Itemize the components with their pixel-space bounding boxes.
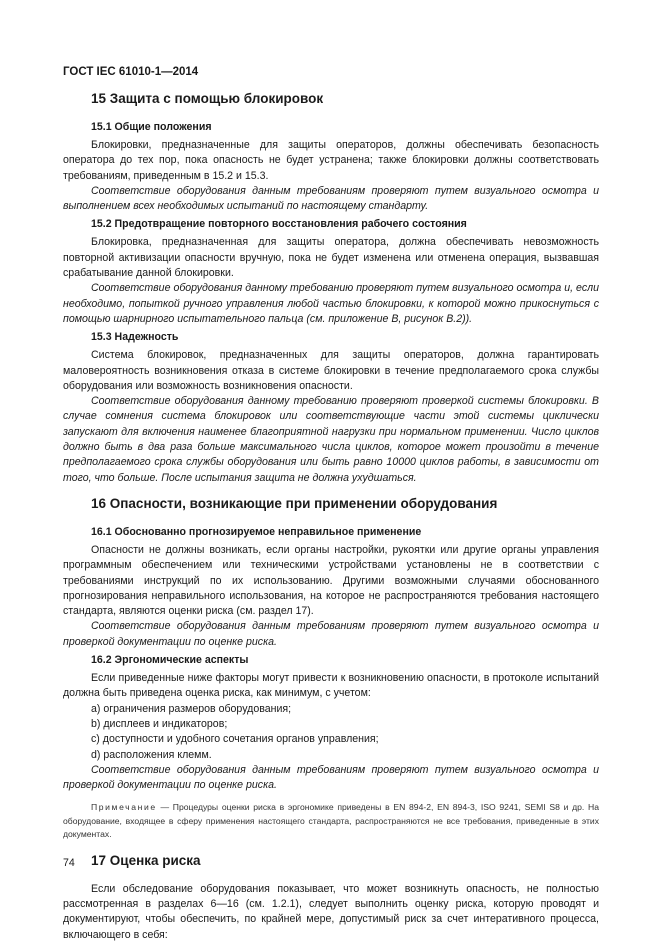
section-15-2-text: Блокировка, предназначенная для защиты оператора, должна обеспечивать невозможность повторной активизации опасности вручную, пока не будет изменена или отменена операция, вызвавшая срабатывание данной блокировки. (63, 236, 599, 280)
section-17-title: 17 Оценка риска (91, 852, 201, 868)
section-16-1-text: Опасности не должны возникать, если органы настройки, рукоятки или другие органы управления программным обеспечением или техническими устройствами установлены не в соответствии с требованиями инструкций по их использованию. Другими возможными случаями обоснованного прогнозирования неправильного использования, на которое не распространяются требования настоящего стандарта, являются оценки риска (см. раздел 17). (63, 543, 599, 618)
section-15-1-text: Блокировки, предназначенные для защиты операторов, должны обеспечивать безопасность оператора до тех пор, пока опасность не будет устранена; также блокировки должны соответствовать требованиям, приведенным в 15.2 и 15.3. (63, 139, 599, 182)
page-content (63, 90, 599, 943)
note-lead: Примечание (91, 802, 157, 813)
section-15-1-title: 15.1 Общие положения (91, 121, 212, 133)
section-16-title: 16 Опасности, возникающие при применении оборудования (91, 495, 498, 511)
section-16-1-title: 16.1 Обоснованно прогнозируемое неправильное применение (91, 525, 422, 538)
section-15-2-compliance: Соответствие оборудования данному требованию проверяют путем визуального осмотра и, если необходимо, попыткой ручного управления любой частью блокировки, к которой можно прикоснуться с помощью шарнирного испытательного пальца (см. приложение В, рисунок В.2)). (63, 282, 599, 325)
list-item: d) расположения клемм. (91, 748, 212, 761)
list-item: a) ограничения размеров оборудования; (91, 702, 292, 715)
standard-header: ГОСТ IEC 61010-1—2014 (63, 66, 199, 78)
section-15-3-compliance: Соответствие оборудования данному требованию проверяют проверкой системы блокировки. В случае сомнения система блокировок или соответствующие части этой системы циклически запускают для включения наименее благоприятной нагрузки при нормальном применении. Число циклов должно быть в два раза больше максимального числа циклов, которое может произойти в течение предполагаемого срока службы оборудования или быть равно 10000 циклов работы, в зависимости от того, что больше. После испытания защита не должна ухудшаться. (63, 395, 599, 484)
section-15-1-compliance: Соответствие оборудования данным требованиям проверяют путем визуального осмотра и выполнением всех необходимых испытаний по настоящему стандарту. (63, 184, 599, 213)
page-number: 74 (63, 857, 75, 869)
section-16-1-compliance: Соответствие оборудования данным требованиям проверяют путем визуального осмотра и проверкой документации по оценке риска. (63, 620, 599, 648)
section-15-2-title: 15.2 Предотвращение повторного восстановления рабочего состояния (91, 218, 467, 231)
section-16-2-title: 16.2 Эргономические аспекты (91, 654, 249, 667)
section-16-2-text: Если приведенные ниже факторы могут привести к возникновению опасности, в протоколе испытаний должна быть приведена оценка риска, как минимум, с учетом: (63, 672, 599, 700)
list-item: b) дисплеев и индикаторов; (91, 717, 228, 730)
section-16-2-compliance: Соответствие оборудования данным требованиям проверяют путем визуального осмотра и проверкой документации по оценке риска. (63, 763, 599, 792)
note-text: — Процедуры оценки риска в эргономике приведены в EN 894-2, EN 894-3, ISO 9241, SEMI S8 и др. На оборудование, входящее в сферу применения настоящего стандарта, распространяются не все требования, приведенные в этих документах. (63, 802, 599, 840)
note (63, 801, 599, 842)
section-17-text: Если обследование оборудования показывает, что может возникнуть опасность, не полностью рассмотренная в разделах 6—16 (см. 1.2.1), следует выполнить оценку риска, которую проводят и документируют, чтобы обеспечить, по крайней мере, допустимый риск за счет интеративного процесса, включающего в себя: (63, 882, 599, 941)
list-item: c) доступности и удобного сочетания органов управления; (91, 733, 379, 746)
section-15-3-text: Система блокировок, предназначенных для защиты операторов, должна гарантировать маловероятность возникновения отказа в системе блокировки в течение предполагаемого срока службы оборудования или возможность возникновения опасности. (63, 349, 599, 392)
section-15-title: 15 Защита с помощью блокировок (91, 91, 324, 106)
section-15-3-title: 15.3 Надежность (91, 331, 179, 344)
